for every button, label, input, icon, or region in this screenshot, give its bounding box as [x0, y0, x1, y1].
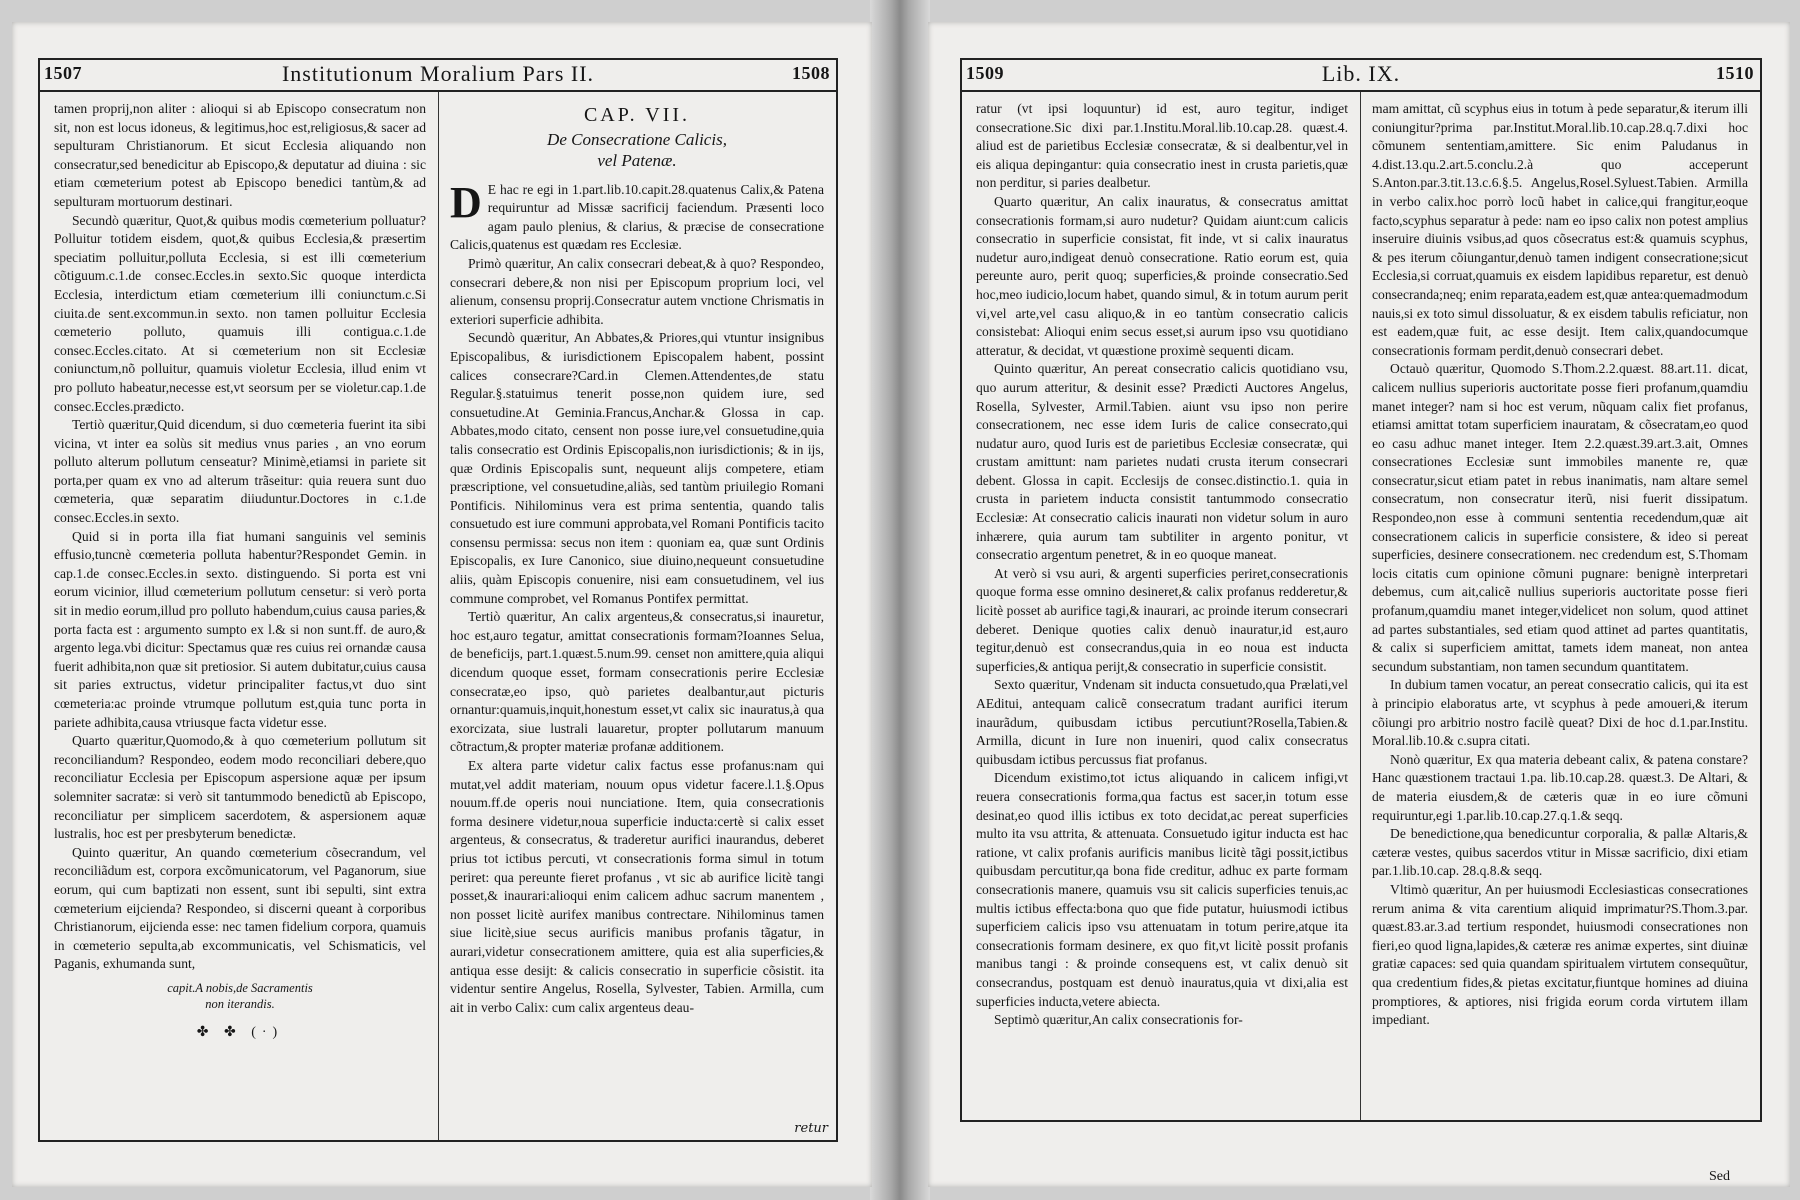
page-number-1510: 1510	[1716, 63, 1754, 83]
paragraph: Dicendum existimo,tot ictus aliquando in calicem infigi,vt reuera consecrationis forma,qua factus est sacer,in totum esse desinat,eo quod illis ictibus ex toto decidat,ac pereat superficies multo ita vsu attrita, & attenuata. Consuetudo igitur inducta est hac ratione, vt calix profanis aurificis manibus licitè tãgi possit,ictibus quibusdam percutitur,qa bona fide creditur, adhuc ex parte formam consecrationis manere, quamuis vsu sit calicis superficies tenuis,ac multis ictibus effecta:bona quo que fide putatur, huiusmodi ictibus superficiem calicis ipso vsu attenuatam in totum perire,atque ita consecrationis formam desinere, ex quo fit,vt licitè possit profanis manibus tangi : & proinde consequens est, vt calix denuò sit consecrandus, postquam est denuò inauratus,quia vt dixi,alia est superficies inducta,vetere abiecta.	[976, 770, 1348, 1009]
paragraph: Quarto quæritur,Quomodo,& à quo cœmeterium pollutum sit reconciliandum? Respondeo, eodem modo reconciliari debere,quo reconciliatur Ecclesia per Episcopum aspersione aquæ per ipsum solemniter sacratæ: si verò sit tantummodo benedictũ ab Episcopo, reconciliatur per simplicem sacerdotem, & aspersionem aquæ lustralis, hoc est per presbyterum benedictæ.	[54, 733, 426, 842]
paragraph-text: E hac re egi in 1.part.lib.10.capit.28.quatenus Calix,& Patena requiruntur ad Missæ sacrificij faciendum. Præsenti loco agam paulo plenius, & clarius, & præcise de consecratione Calicis,quatenus est quædam res Ecclesiæ.	[450, 181, 824, 253]
citation-line: non iterandis.	[205, 996, 275, 1011]
column-rule	[438, 92, 439, 1140]
catchword: Sed	[1709, 1169, 1730, 1184]
paragraph: Primò quæritur, An calix consecrari debeat,& à quo? Respondeo, consecrari debere,& non nisi per Episcopum proprium loci, vel alienum, consensu proprij.Consecratur autem vnctione Chrismatis in exteriori superficie adhibita.	[450, 255, 824, 327]
running-title: Lib. IX.	[1321, 61, 1401, 86]
end-ornament: ✤ ✤ (·)	[196, 1024, 284, 1040]
column-rule	[1360, 92, 1361, 1120]
running-title: Institutionum Moralium Pars II.	[281, 61, 595, 86]
page-number-1509: 1509	[966, 63, 1004, 83]
paragraph	[450, 177, 824, 255]
right-running-head	[962, 60, 1760, 92]
chapter-title-line: vel Patenæ.	[597, 150, 677, 170]
paragraph: In dubium tamen vocatur, an pereat consecratio calicis, qui ita est à principio elaboratus arte, vt scyphus à pede amoueri,& iterum cõiungi pro arbitrio nostro facilè queat? Dixi de hoc d.1.par.Institu. Moral.lib.10.& c.supra citati.	[1372, 677, 1748, 749]
paragraph: Quarto quæritur, An calix inauratus, & consecratus amittat consecrationis formam,si auro nudetur? Quidam aiunt:cum calicis consecratio in superficie consistat, fit inde, vt si calix inauratus nudetur auro,indigeat denuò consecratione. Ratio eorum est, quia pereunte auro, perit quoq; superficies,& proinde consecratio.Sed hoc,meo iudicio,locum habet, quando simul, & in totum aurum perit vi,vel arte,vel casu aliquo,& in eo tantùm consecratio calicis consistebat: Alioqui enim secus esset,si aurum ipso vsu quotidiano atteratur, & decidat, vt quæstione proximè sequenti dicam.	[976, 193, 1348, 358]
paragraph: ratur (vt ipsi loquuntur) id est, auro tegitur, indiget consecratione.Sic dixi par.1.Institu.Moral.lib.10.cap.28. quæst.4. aliud est de parietibus Ecclesiæ consecratæ, & si dealbentur,vel in eis aliqua depingantur: quia consecratio inest in crusta parietis,quæ non perditur, si paries dealbetur.	[976, 101, 1348, 191]
right-text-frame	[960, 58, 1762, 1122]
paragraph: tamen proprij,non aliter : alioqui si ab Episcopo consecratum non sit, non est locus idoneus, & legitimus,hoc est,religiosus,& sacer ad sepulturam Christianorum. Et sicut Ecclesia aliquando non consecratur,sed benedicitur ab Episcopo,& deputatur ad diuina : sic etiam cœmeterium potest ab Episcopo benedici tantùm,& ad sepulturam mortuorum destinari.	[54, 101, 426, 209]
left-text-frame	[38, 58, 838, 1142]
paragraph: Quinto quæritur, An quando cœmeterium cõsecrandum, vel reconciliãdum est, corpora excõmunicatorum, vel Paganorum, siue eorum, qui cum baptizati non essent, sunt ibi sepulti, sint extra cœmeterium eijcienda? Respondeo, si discerni queant à corporibus Christianorum, eijcienda esse: nec tamen fidelium corpora, quamuis in cœmeterio sepulta,ab excommunicatis, vel Schismaticis, vel Paganis, exhumanda sunt,	[54, 844, 426, 972]
paragraph: Octauò quæritur, Quomodo S.Thom.2.2.quæst. 88.art.11. dicat, calicem nullius superioris auctoritate posse fieri profanum,quamdiu manet integer? nam si hoc est verum, nũquam calix fiet profanus, etiamsi amittat totam superficiem inauratam, & cõsecratam,eo quod eo casu adhuc manet integer. Item 2.2.quæst.39.art.3.ait, Omnes consecrationes Ecclesiæ sunt immobiles manente re, quæ consecratur,sicut etiam patet in rebus inanimatis, nam altare semel consecratum, non consecratur iterũ, nisi fuerit dissipatum. Respondeo,non esse à communi sententia recedendum,quæ ait consecrationem calicis in superficie consistere, & ideo si pereat superficies, desinere consecrationem. nec credendum est, S.Thomam locis citatis cum opinione cõmuni pugnare: benignè interpretari debemus, cum ait,calicẽ nullius superioris auctoritate posse fieri profanum,quamdiu manet integer,videlicet non solum, quod attinet ad partes substantiales, sed etiam quod attinet ad partes quantitatis, & calix si superficiem amittat, tamets idem maneat, non antea secundum substantiam, non tamen secundum quantitatem.	[1372, 361, 1748, 674]
chapter-title	[450, 129, 824, 171]
book-gutter	[870, 0, 930, 1200]
paragraph: Secundò quæritur, Quot,& quibus modis cœmeterium polluatur? Polluitur totidem eisdem, quot,& quibus Ecclesia,& præsertim speciatim polluitur,polluta Ecclesia, si est illi cœmeterium cõtiguum.c.1.de consec.Eccles.in sexto.Sic quoque interdicta Ecclesia, interdictum etiam cœmeterium illi coniunctum.c.Si ciuita.de sent.excommun.in sexto. non tamen polluitur Ecclesia cœmeterio polluto, quamuis illi contigua.c.1.de consec.Eccles.citato. At si cœmeterium non sit Ecclesiæ coniunctum,nõ polluitur, quamuis violetur Ecclesia, illud enim vt pro polluto habeatur,necesse est,vt seorsum per se violetur.cap.1.de consec.Eccles.prædicto.	[54, 212, 426, 414]
paragraph: Vltimò quæritur, An per huiusmodi Ecclesiasticas consecrationes rerum anima & vita carentium aliquid imprimatur?S.Thom.3.par. quæst.83.ar.3.ad tertium respondet, huiusmodi consecrationes non fieri,eo quod ligna,lapides,& cæteræ res animæ expertes, sint diuinæ gratiæ capaces: sed quia quandam spiritualem virtutem consequũtur, qua credentium fides,& pietas excitatur,fiuntque homines ad diuina promptiores, & aptiores, nisi frigida eorum corda virtutem illam impediant.	[1372, 881, 1748, 1028]
paragraph: Ex altera parte videtur calix factus esse profanus:nam qui mutat,vel addit materiam, nouum opus videtur facere.l.1.§.Opus nouum.ff.de operis noui nunciatione. Item, quia consecrationis forma desinere videtur,noua superficie inducta:certè si calix esset argenteus, & consecratus, & traderetur aurifici inaurandus, deberet prius tot ictibus percuti, vt consecrationis forma simul in totum periret: qua pereunte fieret profanus , vt sic ab aurifice licitè tangi posset,& inaurari:alioqui enim calicem adhuc sacrum manentem , non posset licitè aurifex manibus contrectare. Nihilominus tamen siue licitè,siue secus aurificis manibus profanis tãgatur, in aurari,videtur consecrationem amittere, quia est alia superficies,& antiqua esse desijt: & calicis consecratio in superficie cõsistit. ita videntur sentire Angelus, Rosella, Sylvester, Tabien. Armilla, cum ait in verbo Calix: cum calix argenteus deau-	[450, 758, 824, 1015]
citation-line: capit.A nobis,de Sacramentis	[167, 980, 313, 995]
paragraph: De benedictione,qua benedicuntur corporalia, & pallæ Altaris,& cæteræ vestes, quibus sacerdos vtitur in Missæ sacrificio, dixi etiam par.1.lib.10.cap. 28.q.8.& seqq.	[1372, 826, 1748, 879]
paragraph: Quinto quæritur, An pereat consecratio calicis quotidiano vsu, quo aurum atteritur, & desinit esse? Prædicti Auctores Angelus, Rosella, Sylvester, Armil.Tabien. aiunt vsu ipso non perire consecrationem, nec esse idem Iuris de calice consecrato,qui nudatur auro, quod Iuris est de parietibus Ecclesiæ consecratæ, qui crustam amittunt: nam parietes nudati crusta iterum consecrari debent. Glossa in capit. Ecclesijs de consec.distinctio.1. quia in crusta in parietem inducta consistit tantummodo consecratio Ecclesiæ: At consecratio calicis inaurati non videtur solum in auro inhærere, quia aurum tam subtiliter in argento ponitur, vt consecratio argentum penetret, & in eo quoque maneat.	[976, 361, 1348, 563]
catchword: retur	[794, 1121, 828, 1136]
page-number-1507: 1507	[44, 63, 82, 83]
right-page	[928, 22, 1790, 1187]
paragraph: Tertiò quæritur,Quid dicendum, si duo cœmeteria fuerint ita sibi vicina, vt inter ea solùs sit medius vnus paries , an vno eorum polluto alterum pollutum censeatur? Minimè,etiamsi in pariete sit porta,per quam ex vno ad alterum trãseitur: quia reuera sunt duo cœmeteria, quæ separatim diiuduntur.Doctores in c.1.de consec.Eccles.in sexto.	[54, 417, 426, 526]
paragraph: mam amittat, cũ scyphus eius in totum à pede separatur,& iterum illi coniungitur?prima par.Institut.Moral.lib.10.cap.28.q.7.dixi hoc cõmunem sententiam,amittere. Sic enim Paludanus in 4.dist.13.qu.2.art.5.conclu.2.à quo acceperunt S.Anton.par.3.tit.13.c.6.§.5. Angelus,Rosel.Syluest.Tabien. Armilla in verbo calix.hoc porrò locũ habet in calice,qui frangitur,eoque facto,scyphus separatur à pede: nam eo ipso calix non potest amplius inseruire diuinis vsibus,ad quos cõsecratus est:& quamuis scyphus, & pes iterum cõiungantur,denuò tamen indigent consecratione;sicut Ecclesia,si corruat,quamuis ex eisdem lapidibus reparetur, est denuò consecranda;neq; enim reparata,eadem est,quæ antea:quemadmodum nauis,si ex toto simul dissoluatur, & ex eisdem tabulis reficiatur, non est eadem,quæ fuit, ac esse desijt. Item calix,quandocumque consecrationis formam perdit,denuò consecrari debet.	[1372, 101, 1748, 358]
paragraph: Quid si in porta illa fiat humani sanguinis vel seminis effusio,tuncnè cœmeteria polluta habentur?Respondet Gemin. in cap.1.de consec.Eccles.in sexto. distinguendo. Si porta est vni eorum vicinior, illud cœmeterium pollutum censetur: si verò porta sit in medio eorum,illud pro polluto habendum,cuius causa paries,& porta facta est : argumento sumpto ex l.& si non sunt.ff. de auro,& argento lega.vbi dicitur: Spectamus quæ res cuius rei ornandæ causa fuerit adhibita,non quæ sit pretiosior. Si autem dubitatur,cuius causa sit paries extructus, videtur principaliter factus,vt duo sint cœmeteria:ac proinde vtrumque pollutum est,quia tunc porta in pariete adhibita,causa vtriusque facta videtur esse.	[54, 528, 426, 730]
citation-block	[54, 980, 426, 1012]
column-c	[976, 100, 1348, 1114]
drop-capital: D	[450, 177, 482, 227]
page-number-1508: 1508	[792, 63, 830, 83]
paragraph: Nonò quæritur, Ex qua materia debeant calix, & patena constare? Hanc quæstionem tractaui 1.pa. lib.10.cap.28. quæst.3. De Altari, & de materia eiusdem,& de cæteris quæ in eo iure cõmuni requiruntur,egi 1.par.lib.10.cap.27.q.1.& seqq.	[1372, 751, 1748, 823]
paragraph: Tertiò quæritur, An calix argenteus,& consecratus,si inauretur, hoc est,auro tegatur, amittat consecrationis formam?Ioannes Selua, de beneficijs, part.1.quæst.5.num.99. censet non amittere,quia aliqui dicendum quoque esset, formam consecrationis perire Ecclesiæ consecratæ,eo ipso, quò parietes dealbantur,aut picturis ornantur:quamuis,inquit,honestum esset,vt calix sic inauratus,à qua exorcizata, siue lustrali lauaretur, propter pollutarum manuum cõtractum,& propter materiæ profanæ additionem.	[450, 609, 824, 755]
chapter-title-line: De Consecratione Calicis,	[547, 129, 727, 149]
paragraph: At verò si vsu auri, & argenti superficies periret,consecrationis quoque forma esse omnino desineret,& calix profanus redderetur,& licitè posset ab aurifice tagi,& inaurari, ac proinde iterum consecrari deberet. Denique quoties calix denuò inauratur,id est,auro tegitur,denuò est consecrandus,quia in eo noua est inducta superficies,& antiqua perijt,& consecratio in superficie consistit.	[976, 565, 1348, 674]
paragraph: Secundò quæritur, An Abbates,& Priores,qui vtuntur insignibus Episcopalibus, & iurisdictionem Episcopalem habent, possint calices consecrare?Card.in Clemen.Attendentes,de statu Regular.§.statuimus tenerit posse,non quidem iure, sed consuetudine.At Geminia.Francus,Anchar.& Glossa in cap. Abbates,modo citato, censent non posse iure,vel consuetudine,quia talis consecratio est Ordinis Episcopalis,non iurisdictionis; & in ijs, quæ Ordinis Episcopalis sunt, nequeunt alijs competere, etiam præscriptione, vel consuetudine,aliàs, sed tantùm priuilegio Romani Pontificis. Nihilominus vera est prima sententia, quando talis consuetudo est iure communi approbata,vel Romani Pontificis tacito consensu permissa: secus non item : quoniam ea, quæ sunt Ordinis Episcopalis, ex Iure Canonico, siue diuino,nequeunt consuetudine aliis, quàm Episcopis conuenire, nisi eam consuetudinem, vel ius commune comprobet, vel Romanus Pontifex permittat.	[450, 330, 824, 606]
column-a	[54, 100, 426, 1134]
left-running-head	[40, 60, 836, 92]
paragraph: Septimò quæritur,An calix consecrationis for-	[994, 1012, 1243, 1028]
left-page	[12, 22, 872, 1187]
column-b	[450, 100, 824, 1134]
chapter-number: CAP. VII.	[583, 104, 691, 126]
column-d	[1372, 100, 1748, 1114]
paragraph: Sexto quæritur, Vndenam sit inducta consuetudo,qua Prælati,vel AEditui, antequam calicẽ consecratum tradant aurifici iterum inaurãdum, quibusdam ictibus percutiunt?Rosella,Tabien.& Armilla, dicunt in Iure non inueniri, quod calix consecratus quibusdam ictibus percussus fiat profanus.	[976, 677, 1348, 767]
